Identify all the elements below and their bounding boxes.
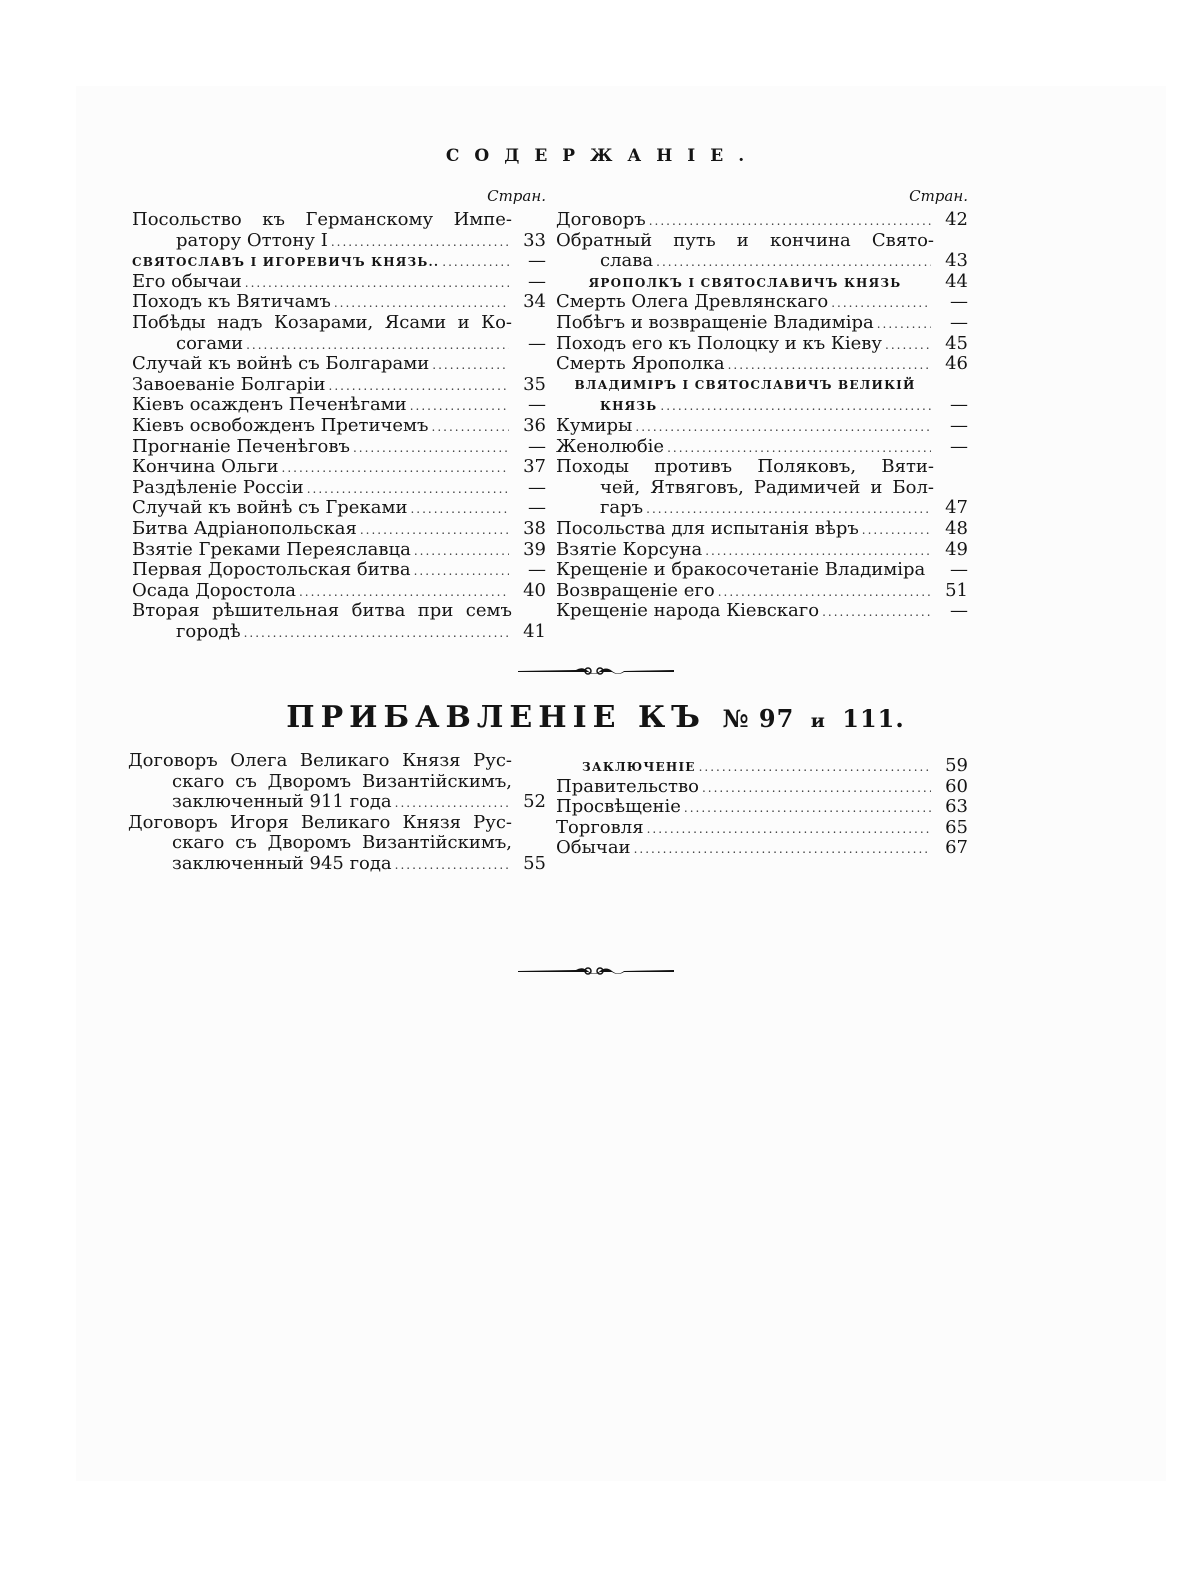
toc-entry-title: Случай къ войнѣ съ Греками xyxy=(132,497,408,519)
toc-entry-title: Крещеніе и бракосочетаніе Владиміра xyxy=(556,559,926,581)
toc-entry-page: 34 xyxy=(523,291,546,313)
toc-entry-title: Взятіе Греками Переяславца xyxy=(132,538,411,560)
toc-entry xyxy=(132,395,546,416)
toc-entry-title: чей, Ятвяговъ, Радимичей и Бол- xyxy=(600,476,934,498)
dot-leader xyxy=(702,778,931,799)
dot-leader xyxy=(282,458,509,479)
toc-entry-title: Побѣды надъ Козарами, Ясами и Ко- xyxy=(132,311,512,333)
ornament-divider xyxy=(0,964,1191,982)
toc-entry-page: — xyxy=(528,250,546,272)
toc-entry xyxy=(556,231,968,252)
toc-entry xyxy=(556,519,968,540)
dot-leader xyxy=(649,211,931,232)
toc-entry-page: 59 xyxy=(945,755,968,776)
toc-rows xyxy=(556,210,968,622)
toc-entry-title: ЗАКЛЮЧЕНІЕ xyxy=(582,760,696,774)
toc-entry-title: Смерть Олега Древлянскаго xyxy=(556,291,829,313)
toc-entry-page: 63 xyxy=(945,796,968,818)
ornament-divider xyxy=(0,664,1191,682)
toc-entry-title: Торговля xyxy=(556,816,644,838)
toc-entry xyxy=(556,210,968,231)
dot-leader xyxy=(635,417,931,438)
toc-entry xyxy=(556,395,968,416)
appendix-title-main: ПРИБАВЛЕНІЕ КЪ xyxy=(286,700,706,735)
toc-entry xyxy=(556,251,968,272)
toc-right-column xyxy=(556,186,968,622)
toc-entry-page: — xyxy=(950,394,968,416)
toc-entry xyxy=(132,560,546,581)
toc-entry xyxy=(556,777,968,798)
toc-entry-title: СВЯТОСЛАВЪ I ИГОРЕВИЧЪ КНЯЗЬ.. xyxy=(132,255,440,270)
toc-entry xyxy=(132,601,546,622)
toc-entry-page: 60 xyxy=(945,775,968,797)
toc-entry xyxy=(132,251,546,272)
toc-entry-page: — xyxy=(950,600,968,622)
toc-entry xyxy=(556,334,968,355)
toc-entry-title: Кончина Ольги xyxy=(132,456,279,478)
toc-entry-page: — xyxy=(528,270,546,292)
toc-entry-title: ВЛАДИМІРЪ I СВЯТОСЛАВИЧЪ ВЕЛИКІЙ xyxy=(574,377,916,392)
toc-entry xyxy=(132,313,546,334)
toc-entry xyxy=(132,354,546,375)
toc-entry xyxy=(128,833,546,854)
toc-entry xyxy=(132,292,546,313)
dot-leader xyxy=(432,417,509,438)
toc-entry xyxy=(128,854,546,875)
dot-leader xyxy=(307,479,509,500)
toc-entry xyxy=(128,772,546,793)
toc-entry-page: 51 xyxy=(945,579,968,601)
page-column-label: Стран. xyxy=(487,187,546,205)
toc-entry-page: — xyxy=(950,435,968,457)
toc-entry-title: Кумиры xyxy=(556,414,633,436)
appendix-left-column xyxy=(128,751,546,875)
toc-entry-title: Вторая рѣшительная битва при семъ xyxy=(132,600,512,622)
dot-leader xyxy=(646,499,931,520)
toc-entry-page: 42 xyxy=(945,209,968,230)
dot-leader xyxy=(432,355,509,376)
toc-entry-page: 36 xyxy=(523,414,546,436)
toc-entry-title: Случай къ войнѣ съ Болгарами xyxy=(132,353,430,375)
toc-entry-title: Взятіе Корсуна xyxy=(556,538,703,560)
toc-entry-title: Походъ его къ Полоцку и къ Кіеву xyxy=(556,332,882,354)
toc-rows xyxy=(556,756,968,859)
toc-entry xyxy=(556,601,968,622)
toc-entry-page: 45 xyxy=(945,332,968,354)
dot-leader xyxy=(656,252,931,273)
toc-entry-page: 44 xyxy=(945,270,968,292)
toc-entry-title: городѣ xyxy=(176,620,241,642)
toc-entry-title: согами xyxy=(176,332,244,354)
toc-entry xyxy=(556,457,968,478)
toc-entry-title: Посольство къ Германскому Импе- xyxy=(132,209,512,230)
toc-entry-page: — xyxy=(528,497,546,519)
toc-entry xyxy=(132,498,546,519)
toc-entry xyxy=(132,478,546,499)
dot-leader xyxy=(660,396,931,417)
toc-entry xyxy=(556,354,968,375)
toc-entry xyxy=(556,313,968,334)
toc-entry-title: Правительство xyxy=(556,775,699,797)
toc-entry-title: Крещеніе народа Кіевскаго xyxy=(556,600,820,622)
toc-entry-page: — xyxy=(528,476,546,498)
toc-entry-title: Смерть Ярополка xyxy=(556,353,725,375)
toc-entry xyxy=(132,581,546,602)
toc-entry-title: Кіевъ осажденъ Печенѣгами xyxy=(132,394,407,416)
toc-entry xyxy=(556,272,968,293)
toc-entry-title: Просвѣщеніе xyxy=(556,796,681,818)
dot-leader xyxy=(684,798,931,819)
toc-entry-title: ЯРОПОЛКЪ I СВЯТОСЛАВИЧЪ КНЯЗЬ xyxy=(588,275,902,290)
toc-entry-title: Посольства для испытанія вѣръ xyxy=(556,517,859,539)
dot-leader xyxy=(718,582,931,603)
dot-leader xyxy=(245,273,509,294)
toc-entry-page: 40 xyxy=(523,579,546,601)
toc-entry-title: Побѣгъ и возвращеніе Владиміра xyxy=(556,311,874,333)
dot-leader xyxy=(299,582,509,603)
dot-leader xyxy=(395,793,509,814)
toc-entry xyxy=(556,581,968,602)
toc-entry-title: Битва Адріанопольская xyxy=(132,517,357,539)
toc-entry xyxy=(128,792,546,813)
toc-entry xyxy=(132,416,546,437)
dot-leader xyxy=(885,335,931,356)
dot-leader xyxy=(442,252,509,273)
dot-leader xyxy=(822,602,931,623)
toc-entry xyxy=(132,231,546,252)
toc-entry-title: Договоръ Игоря Великаго Князя Рус- xyxy=(128,811,512,833)
toc-entry xyxy=(556,292,968,313)
toc-entry-page: 38 xyxy=(523,517,546,539)
dot-leader xyxy=(728,355,931,376)
toc-entry-title: Первая Доростольская битва xyxy=(132,559,411,581)
appendix-right-column xyxy=(556,756,968,859)
toc-entry-title: скаго съ Дворомъ Византійскимъ, xyxy=(172,832,512,854)
toc-entry xyxy=(556,478,968,499)
toc-entry-title: Женолюбіе xyxy=(556,435,665,457)
toc-entry-page: — xyxy=(950,311,968,333)
toc-entry xyxy=(132,334,546,355)
toc-entry-title: КНЯЗЬ xyxy=(600,399,658,414)
dot-leader xyxy=(331,232,509,253)
toc-entry xyxy=(556,498,968,519)
dot-leader xyxy=(410,396,509,417)
toc-entry xyxy=(128,813,546,834)
dot-leader xyxy=(667,438,931,459)
dot-leader xyxy=(334,293,509,314)
appendix-title xyxy=(0,700,1191,735)
toc-entry-page: 48 xyxy=(945,517,968,539)
dot-leader xyxy=(831,293,931,314)
toc-entry xyxy=(556,838,968,859)
dot-leader xyxy=(705,541,931,562)
dot-leader xyxy=(360,520,509,541)
toc-entry-page: 43 xyxy=(945,250,968,272)
toc-entry-title: слава xyxy=(600,250,654,272)
appendix-title-number: № 97 xyxy=(722,704,795,733)
toc-entry xyxy=(556,540,968,561)
dot-leader xyxy=(414,541,509,562)
toc-entry-title: Обратный путь и кончина Свято- xyxy=(556,229,934,251)
appendix-title-conj: и xyxy=(810,710,826,732)
toc-entry-title: скаго съ Дворомъ Византійскимъ, xyxy=(172,770,512,792)
toc-entry-title: Возвращеніе его xyxy=(556,579,715,601)
toc-entry-title: Обычаи xyxy=(556,837,631,859)
toc-entry xyxy=(556,375,968,396)
toc-entry-page: 33 xyxy=(523,229,546,251)
toc-entry-title: Прогнаніе Печенѣговъ xyxy=(132,435,350,457)
toc-entry-title: Договоръ xyxy=(556,209,646,230)
toc-entry xyxy=(556,416,968,437)
toc-entry-title: Его обычаи xyxy=(132,270,242,292)
toc-entry-page: 39 xyxy=(523,538,546,560)
toc-entry-page: — xyxy=(528,435,546,457)
toc-entry-page: 49 xyxy=(945,538,968,560)
toc-entry-page: 46 xyxy=(945,353,968,375)
toc-entry-title: заключенный 911 года xyxy=(172,791,392,813)
toc-entry-page: 65 xyxy=(945,816,968,838)
toc-entry-page: 52 xyxy=(523,791,546,813)
toc-entry-title: ратору Оттону I xyxy=(176,229,328,251)
toc-entry xyxy=(556,818,968,839)
dot-leader xyxy=(395,855,509,876)
toc-entry-page: — xyxy=(950,291,968,313)
toc-entry-title: Походъ къ Вятичамъ xyxy=(132,291,331,313)
dot-leader xyxy=(244,623,509,644)
dot-leader xyxy=(699,757,931,778)
toc-entry xyxy=(128,751,546,772)
page-column-label: Стран. xyxy=(909,187,968,205)
dot-leader xyxy=(329,376,510,397)
toc-entry-page: 55 xyxy=(523,852,546,874)
appendix-title-number2: 111. xyxy=(842,704,905,733)
toc-entry-page: 67 xyxy=(945,837,968,859)
toc-rows xyxy=(128,751,546,875)
dot-leader xyxy=(862,520,931,541)
toc-entry xyxy=(132,540,546,561)
dot-leader xyxy=(634,839,931,860)
toc-entry xyxy=(132,437,546,458)
toc-entry xyxy=(132,457,546,478)
dot-leader xyxy=(414,561,509,582)
page-heading: СОДЕРЖАНІЕ. xyxy=(445,146,760,166)
toc-entry-title: Походы противъ Поляковъ, Вяти- xyxy=(556,456,934,478)
toc-entry-page: 37 xyxy=(523,456,546,478)
toc-entry xyxy=(556,560,968,581)
toc-entry-title: Договоръ Олега Великаго Князя Рус- xyxy=(128,750,512,771)
toc-entry xyxy=(556,756,968,777)
toc-entry-page: — xyxy=(528,332,546,354)
toc-entry xyxy=(132,272,546,293)
toc-entry-title: Кіевъ освобожденъ Претичемъ xyxy=(132,414,429,436)
toc-rows xyxy=(132,210,546,642)
toc-entry xyxy=(556,797,968,818)
toc-entry-title: Раздѣленіе Россіи xyxy=(132,476,304,498)
dot-leader xyxy=(410,499,509,520)
dot-leader xyxy=(246,335,509,356)
toc-entry-page: — xyxy=(950,414,968,436)
toc-entry-title: Завоеваніе Болгаріи xyxy=(132,373,326,395)
toc-entry-page: 35 xyxy=(523,373,546,395)
toc-entry xyxy=(132,375,546,396)
toc-entry xyxy=(132,622,546,643)
toc-entry xyxy=(556,437,968,458)
dot-leader xyxy=(877,314,931,335)
dot-leader xyxy=(353,438,509,459)
toc-entry-page: — xyxy=(528,559,546,581)
toc-entry-page: 47 xyxy=(945,497,968,519)
toc-entry xyxy=(132,519,546,540)
toc-entry-title: заключенный 945 года xyxy=(172,852,392,874)
toc-entry-page: — xyxy=(950,559,968,581)
toc-entry-title: Осада Доростола xyxy=(132,579,296,601)
toc-entry xyxy=(132,210,546,231)
toc-entry-page: 41 xyxy=(523,620,546,642)
dot-leader xyxy=(647,819,931,840)
toc-entry-title: гаръ xyxy=(600,497,644,519)
toc-entry-page: — xyxy=(528,394,546,416)
toc-left-column xyxy=(132,186,546,642)
